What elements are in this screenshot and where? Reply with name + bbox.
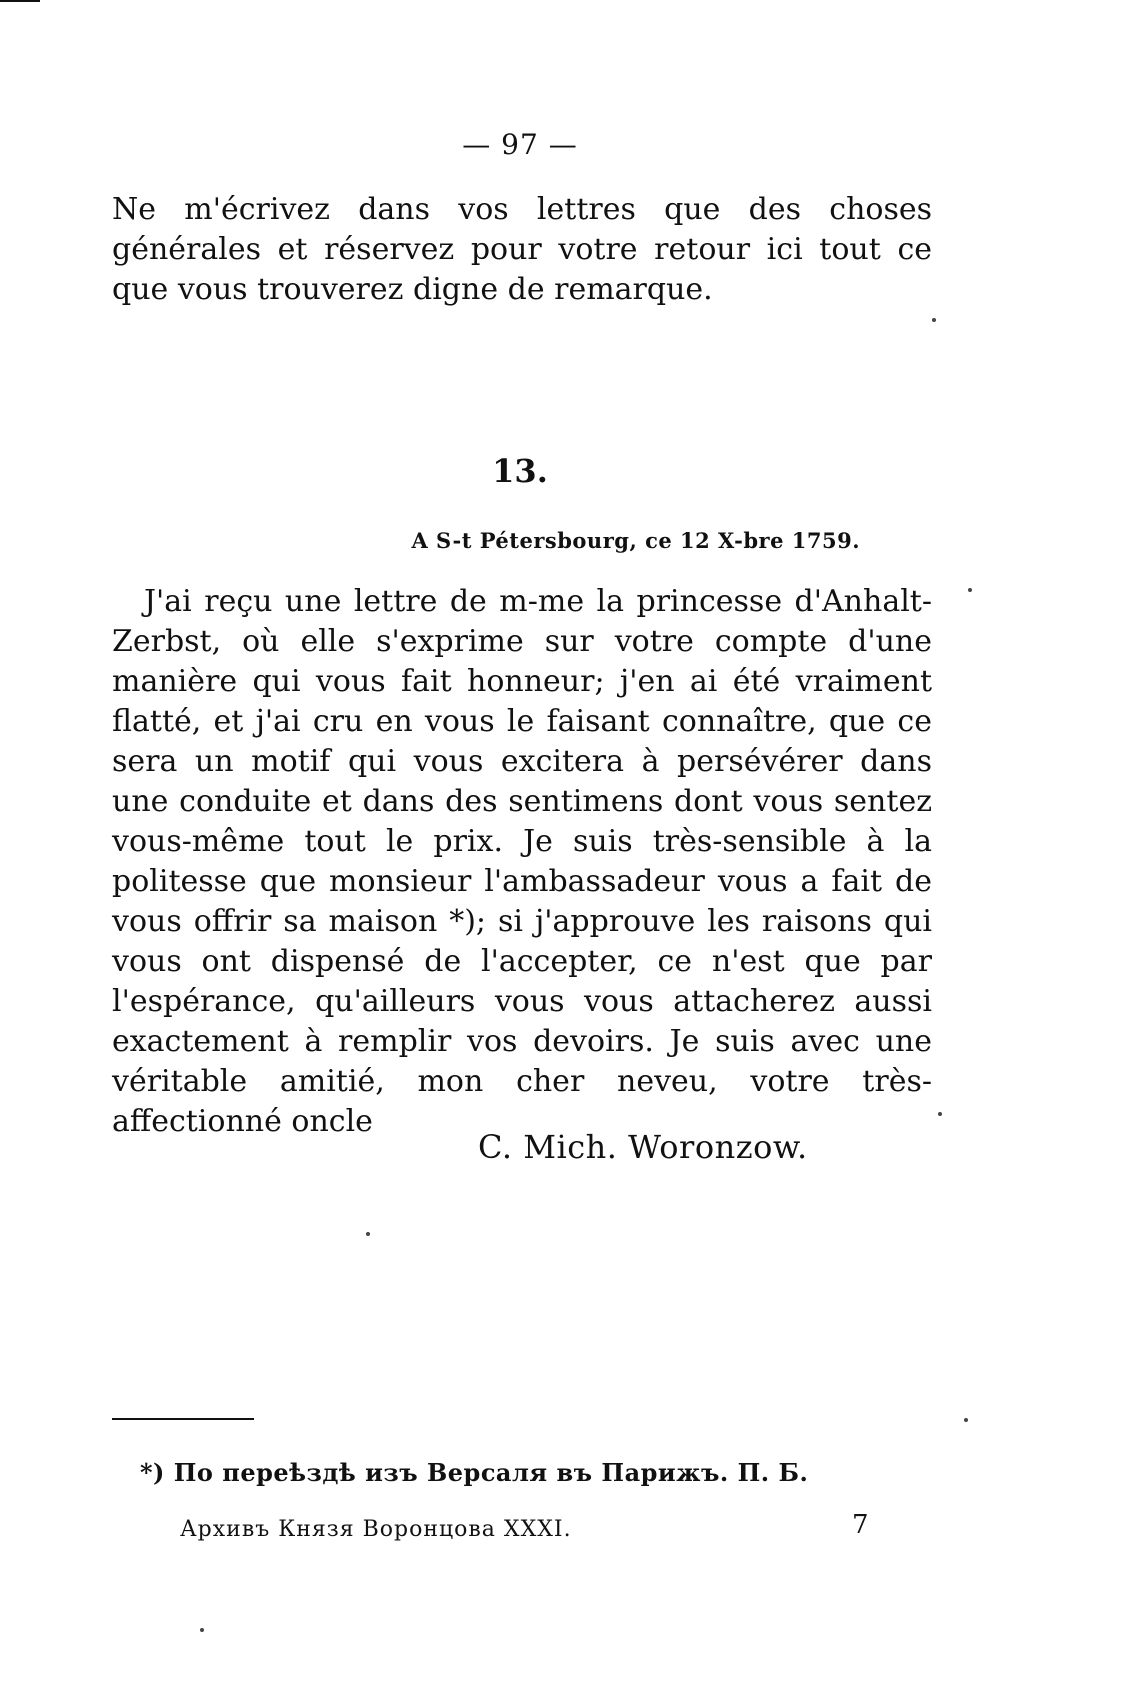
top-edge-rule bbox=[0, 0, 40, 2]
paragraph-continuation bbox=[112, 190, 932, 310]
footer-signature-mark: 7 bbox=[852, 1510, 869, 1540]
letter-body-text: J'ai reçu une lettre de m-me la princesse d'Anhalt-Zerbst, où elle s'exprime sur votre compte d'une manière qui vous fait honneur; j'en ai été vraiment flatté, et j'ai cru en vous le faisant connaître, que ce sera un motif qui vous excitera à persévérer dans une conduite et dans des sentimens dont vous sentez vous-même tout le prix. Je suis très-sensible à la politesse que monsieur l'ambassadeur vous a fait de vous offrir sa maison *); si j'approuve les raisons qui vous ont dispensé de l'accepter, ce n'est que par l'espérance, qu'ailleurs vous vous attacherez aussi exactement à remplir vos devoirs. Je suis avec une véritable amitié, mon cher neveu, votre très-affectionné oncle bbox=[112, 584, 932, 1139]
letter-signature: C. Mich. Woronzow. bbox=[478, 1128, 808, 1166]
print-speck bbox=[964, 1418, 968, 1422]
print-speck bbox=[200, 1628, 204, 1632]
letter-dateline: A S-t Pétersbourg, ce 12 X-bre 1759. bbox=[411, 528, 860, 553]
letter-number: 13. bbox=[492, 452, 548, 490]
page-number: — 97 — bbox=[462, 128, 578, 161]
print-speck bbox=[366, 1232, 370, 1236]
print-speck bbox=[968, 588, 972, 592]
footer-archive-title: Архивъ Князя Воронцова XXXI. bbox=[180, 1517, 572, 1542]
footnote: *) По переѣздѣ изъ Версаля въ Парижъ. П. Б. bbox=[140, 1458, 809, 1487]
paragraph-text: Ne m'écrivez dans vos lettres que des choses générales et réservez pour votre retour ici tout ce que vous trouverez digne de remarque. bbox=[112, 192, 932, 307]
letter-body bbox=[112, 582, 932, 1142]
footnote-separator bbox=[112, 1418, 254, 1420]
print-speck bbox=[932, 318, 936, 322]
print-speck bbox=[938, 1112, 942, 1116]
